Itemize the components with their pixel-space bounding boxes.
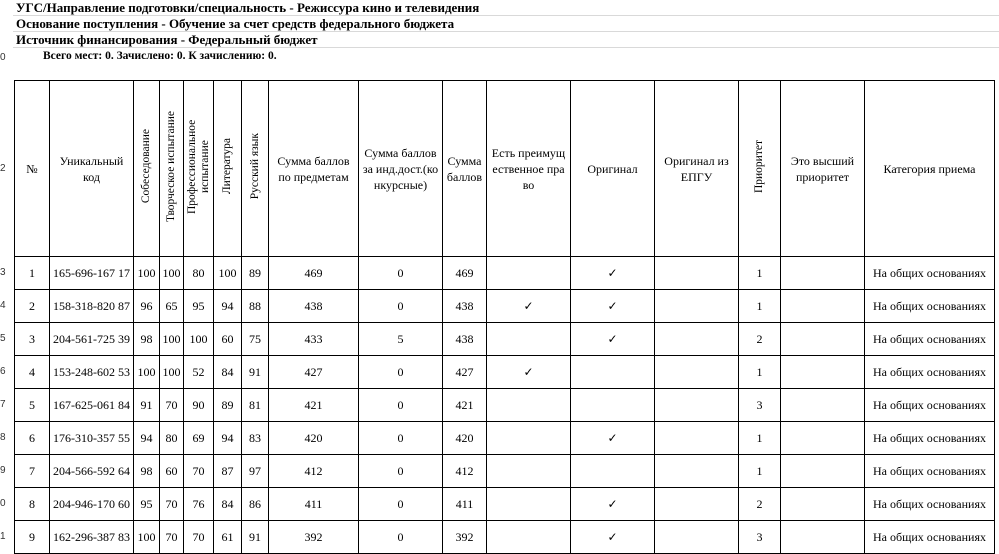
cell-professional: 90 [184, 389, 214, 422]
cell-priority: 2 [739, 323, 781, 356]
cell-professional: 76 [184, 488, 214, 521]
cell-code: 162-296-387 83 [50, 521, 134, 554]
table-row [15, 422, 995, 455]
row-number: 4 [0, 300, 6, 311]
cell-interview: 98 [134, 323, 160, 356]
cell-num: 6 [15, 422, 50, 455]
cell-epgu [655, 356, 739, 389]
table-row [15, 389, 995, 422]
cell-category: На общих основаниях [865, 290, 995, 323]
row-number: 9 [0, 465, 6, 476]
row-number: 0 [0, 52, 6, 63]
table-row [15, 455, 995, 488]
cell-highest [781, 290, 865, 323]
cell-highest [781, 323, 865, 356]
cell-priority: 3 [739, 521, 781, 554]
cell-original: ✓ [571, 422, 655, 455]
cell-priority: 1 [739, 257, 781, 290]
cell-category: На общих основаниях [865, 389, 995, 422]
cell-code: 158-318-820 87 [50, 290, 134, 323]
cell-professional: 70 [184, 455, 214, 488]
cell-preferential [487, 257, 571, 290]
cell-professional: 70 [184, 521, 214, 554]
cell-ind-sum: 0 [359, 389, 443, 422]
cell-creative: 100 [160, 323, 184, 356]
cell-num: 5 [15, 389, 50, 422]
cell-professional: 95 [184, 290, 214, 323]
specialty-line: УГС/Направление подготовки/специальность - Режиссура кино и телевидения [13, 0, 999, 16]
cell-original: ✓ [571, 323, 655, 356]
cell-literature: 60 [214, 323, 242, 356]
cell-russian: 83 [242, 422, 269, 455]
cell-num: 9 [15, 521, 50, 554]
cell-total: 427 [443, 356, 487, 389]
cell-priority: 1 [739, 455, 781, 488]
cell-preferential [487, 389, 571, 422]
cell-ind-sum: 0 [359, 422, 443, 455]
cell-num: 3 [15, 323, 50, 356]
cell-total: 411 [443, 488, 487, 521]
cell-creative: 100 [160, 257, 184, 290]
cell-priority: 1 [739, 422, 781, 455]
cell-interview: 94 [134, 422, 160, 455]
cell-interview: 91 [134, 389, 160, 422]
cell-creative: 70 [160, 488, 184, 521]
cell-preferential: ✓ [487, 290, 571, 323]
cell-num: 4 [15, 356, 50, 389]
cell-subjects-sum: 469 [269, 257, 359, 290]
cell-epgu [655, 389, 739, 422]
cell-code: 204-561-725 39 [50, 323, 134, 356]
cell-russian: 97 [242, 455, 269, 488]
cell-original: ✓ [571, 521, 655, 554]
col-header-literature: Литература [214, 81, 242, 257]
cell-literature: 87 [214, 455, 242, 488]
cell-professional: 100 [184, 323, 214, 356]
cell-epgu [655, 290, 739, 323]
cell-literature: 89 [214, 389, 242, 422]
cell-creative: 100 [160, 356, 184, 389]
cell-russian: 75 [242, 323, 269, 356]
cell-code: 176-310-357 55 [50, 422, 134, 455]
row-number: 1 [0, 531, 6, 542]
cell-highest [781, 455, 865, 488]
cell-ind-sum: 0 [359, 488, 443, 521]
col-header-num: № [15, 81, 50, 257]
col-header-epgu-original: Оригинал из ЕПГУ [655, 81, 739, 257]
cell-priority: 2 [739, 488, 781, 521]
cell-original: ✓ [571, 257, 655, 290]
cell-russian: 86 [242, 488, 269, 521]
cell-subjects-sum: 411 [269, 488, 359, 521]
cell-original: ✓ [571, 290, 655, 323]
cell-preferential [487, 422, 571, 455]
cell-num: 7 [15, 455, 50, 488]
cell-preferential [487, 323, 571, 356]
cell-subjects-sum: 433 [269, 323, 359, 356]
cell-total: 392 [443, 521, 487, 554]
cell-literature: 94 [214, 422, 242, 455]
cell-preferential [487, 455, 571, 488]
cell-interview: 98 [134, 455, 160, 488]
cell-code: 204-946-170 60 [50, 488, 134, 521]
cell-priority: 1 [739, 290, 781, 323]
table-row [15, 257, 995, 290]
row-number: 7 [0, 399, 6, 410]
cell-original [571, 389, 655, 422]
table-row [15, 323, 995, 356]
cell-total: 421 [443, 389, 487, 422]
cell-num: 2 [15, 290, 50, 323]
cell-russian: 81 [242, 389, 269, 422]
cell-highest [781, 422, 865, 455]
cell-epgu [655, 257, 739, 290]
applicants-table [14, 80, 995, 554]
cell-subjects-sum: 412 [269, 455, 359, 488]
cell-total: 438 [443, 323, 487, 356]
cell-interview: 95 [134, 488, 160, 521]
cell-subjects-sum: 421 [269, 389, 359, 422]
cell-highest [781, 356, 865, 389]
cell-interview: 100 [134, 356, 160, 389]
cell-original: ✓ [571, 488, 655, 521]
cell-interview: 100 [134, 521, 160, 554]
cell-epgu [655, 323, 739, 356]
cell-subjects-sum: 427 [269, 356, 359, 389]
cell-literature: 61 [214, 521, 242, 554]
cell-professional: 52 [184, 356, 214, 389]
table-row [15, 521, 995, 554]
cell-priority: 1 [739, 356, 781, 389]
cell-professional: 80 [184, 257, 214, 290]
row-number: 2 [0, 163, 6, 174]
cell-ind-sum: 0 [359, 290, 443, 323]
cell-creative: 60 [160, 455, 184, 488]
cell-highest [781, 257, 865, 290]
col-header-russian: Русский язык [242, 81, 269, 257]
col-header-subjects-sum: Сумма баллов по предметам [269, 81, 359, 257]
cell-highest [781, 488, 865, 521]
cell-num: 8 [15, 488, 50, 521]
cell-epgu [655, 488, 739, 521]
cell-subjects-sum: 392 [269, 521, 359, 554]
col-header-creative: Творческое испытание [160, 81, 184, 257]
cell-creative: 65 [160, 290, 184, 323]
cell-category: На общих основаниях [865, 356, 995, 389]
cell-russian: 91 [242, 521, 269, 554]
col-header-preferential: Есть преимущественное право [487, 81, 571, 257]
col-header-total: Сумма баллов [443, 81, 487, 257]
row-number: 3 [0, 267, 6, 278]
cell-ind-sum: 0 [359, 257, 443, 290]
cell-russian: 88 [242, 290, 269, 323]
cell-category: На общих основаниях [865, 521, 995, 554]
row-number: 0 [0, 498, 6, 509]
cell-interview: 100 [134, 257, 160, 290]
col-header-interview: Собеседование [134, 81, 160, 257]
cell-original [571, 455, 655, 488]
cell-original [571, 356, 655, 389]
cell-professional: 69 [184, 422, 214, 455]
cell-total: 438 [443, 290, 487, 323]
cell-code: 167-625-061 84 [50, 389, 134, 422]
cell-total: 412 [443, 455, 487, 488]
cell-epgu [655, 422, 739, 455]
cell-ind-sum: 0 [359, 521, 443, 554]
cell-total: 469 [443, 257, 487, 290]
cell-epgu [655, 521, 739, 554]
cell-subjects-sum: 438 [269, 290, 359, 323]
col-header-code: Уникальный код [50, 81, 134, 257]
cell-highest [781, 521, 865, 554]
cell-total: 420 [443, 422, 487, 455]
places-info: Всего мест: 0. Зачислено: 0. К зачислению: 0. [43, 50, 277, 62]
col-header-professional: Профессиональное испытание [184, 81, 214, 257]
table-row [15, 290, 995, 323]
cell-ind-sum: 5 [359, 323, 443, 356]
cell-category: На общих основаниях [865, 422, 995, 455]
cell-ind-sum: 0 [359, 455, 443, 488]
row-number: 6 [0, 366, 6, 377]
table-header-row [15, 81, 995, 257]
cell-code: 165-696-167 17 [50, 257, 134, 290]
cell-category: На общих основаниях [865, 455, 995, 488]
cell-code: 153-248-602 53 [50, 356, 134, 389]
col-header-category: Категория приема [865, 81, 995, 257]
cell-priority: 3 [739, 389, 781, 422]
col-header-ind-sum: Сумма баллов за инд.дост.(конкурсные) [359, 81, 443, 257]
cell-preferential [487, 488, 571, 521]
table-row [15, 488, 995, 521]
cell-literature: 94 [214, 290, 242, 323]
cell-category: На общих основаниях [865, 488, 995, 521]
col-header-priority: Приоритет [739, 81, 781, 257]
cell-category: На общих основаниях [865, 323, 995, 356]
row-number: 5 [0, 333, 6, 344]
cell-epgu [655, 455, 739, 488]
cell-creative: 70 [160, 389, 184, 422]
admission-basis-line: Основание поступления - Обучение за счет средств федерального бюджета [13, 16, 999, 32]
cell-category: На общих основаниях [865, 257, 995, 290]
funding-source-line: Источник финансирования - Федеральный бюджет [13, 32, 999, 48]
cell-preferential [487, 521, 571, 554]
cell-russian: 89 [242, 257, 269, 290]
cell-num: 1 [15, 257, 50, 290]
cell-literature: 100 [214, 257, 242, 290]
col-header-original: Оригинал [571, 81, 655, 257]
row-number: 8 [0, 432, 6, 443]
cell-code: 204-566-592 64 [50, 455, 134, 488]
cell-highest [781, 389, 865, 422]
table-row [15, 356, 995, 389]
cell-interview: 96 [134, 290, 160, 323]
cell-russian: 91 [242, 356, 269, 389]
cell-creative: 80 [160, 422, 184, 455]
cell-literature: 84 [214, 356, 242, 389]
cell-subjects-sum: 420 [269, 422, 359, 455]
cell-ind-sum: 0 [359, 356, 443, 389]
cell-preferential: ✓ [487, 356, 571, 389]
cell-creative: 70 [160, 521, 184, 554]
cell-literature: 84 [214, 488, 242, 521]
col-header-highest-priority: Это высший приоритет [781, 81, 865, 257]
